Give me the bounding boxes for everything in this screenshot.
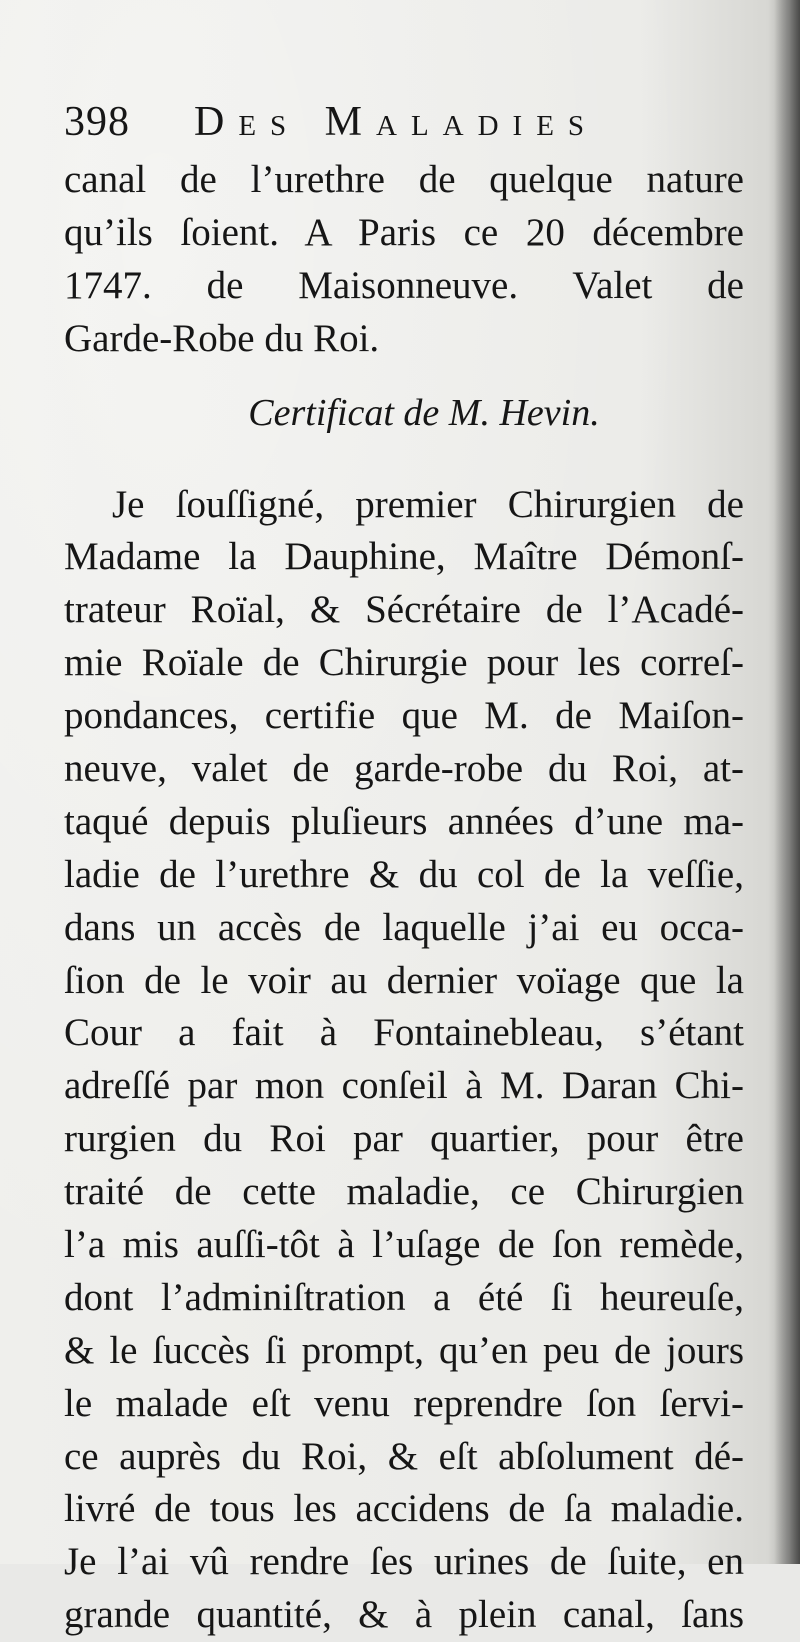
text-line: ſion de le voir au dernier voïage que la	[64, 958, 744, 1002]
text-line: Cour a fait à Fontainebleau, s’étant	[64, 1011, 744, 1055]
text-line: trateur Roïal, & Sécrétaire de l’Acadé-	[64, 588, 744, 632]
page-gutter-shadow	[774, 0, 800, 1564]
text-line: dans un accès de laquelle j’ai eu occa-	[64, 905, 744, 949]
page-number: 398	[64, 99, 130, 145]
text-line: adreſſé par mon conſeil à M. Daran Chi-	[64, 1064, 744, 1108]
text-line: qu’ils ſoient. A Paris ce 20 décembre	[64, 210, 744, 254]
text-line: rurgien du Roi par quartier, pour être	[64, 1117, 744, 1161]
text-line: traité de cette maladie, ce Chirurgien	[64, 1170, 744, 1214]
running-head	[64, 98, 744, 154]
text-line: le malade eſt venu reprendre ſon ſervi-	[64, 1381, 744, 1425]
text-line: ladie de l’urethre & du col de la veſſie,	[64, 852, 744, 896]
text-line: l’a mis auſſi-tôt à l’uſage de ſon remède,	[64, 1223, 744, 1267]
text-line: ce auprès du Roi, & eſt abſolument dé-	[64, 1434, 744, 1478]
text-line: Madame la Dauphine, Maître Démonſ-	[64, 535, 744, 579]
text-line: dont l’adminiſtration a été ſi heureuſe,	[64, 1275, 744, 1319]
text-block	[64, 98, 744, 1642]
text-line: Garde-Robe du Roi.	[64, 316, 380, 360]
text-line: 1747. de Maisonneuve. Valet de	[64, 263, 744, 307]
text-line: mie Roïale de Chirurgie pour les correſ-	[64, 641, 744, 685]
text-line: pondances, certifie que M. de Maiſon-	[64, 694, 744, 738]
text-line: livré de tous les accidens de ſa maladie.	[64, 1487, 744, 1531]
paragraph-1	[64, 154, 744, 366]
text-line: taqué depuis pluſieurs années d’une ma-	[64, 799, 744, 843]
text-line: grande quantité, & à plein canal, ſans	[64, 1593, 744, 1637]
text-line: neuve, valet de garde-robe du Roi, at-	[64, 747, 744, 791]
text-line: Je l’ai vû rendre ſes urines de ſuite, en	[64, 1540, 744, 1584]
text-line: & le ſuccès ſi prompt, qu’en peu de jours	[64, 1328, 744, 1372]
section-heading: Certificat de M. Hevin.	[248, 391, 600, 434]
paragraph-2	[64, 479, 744, 1642]
running-title: Des Maladies	[194, 99, 599, 145]
text-line: canal de l’urethre de quelque nature	[64, 158, 744, 201]
spacer	[64, 461, 744, 479]
text-line: Je ſouſſigné, premier Chirurgien de	[112, 482, 744, 526]
